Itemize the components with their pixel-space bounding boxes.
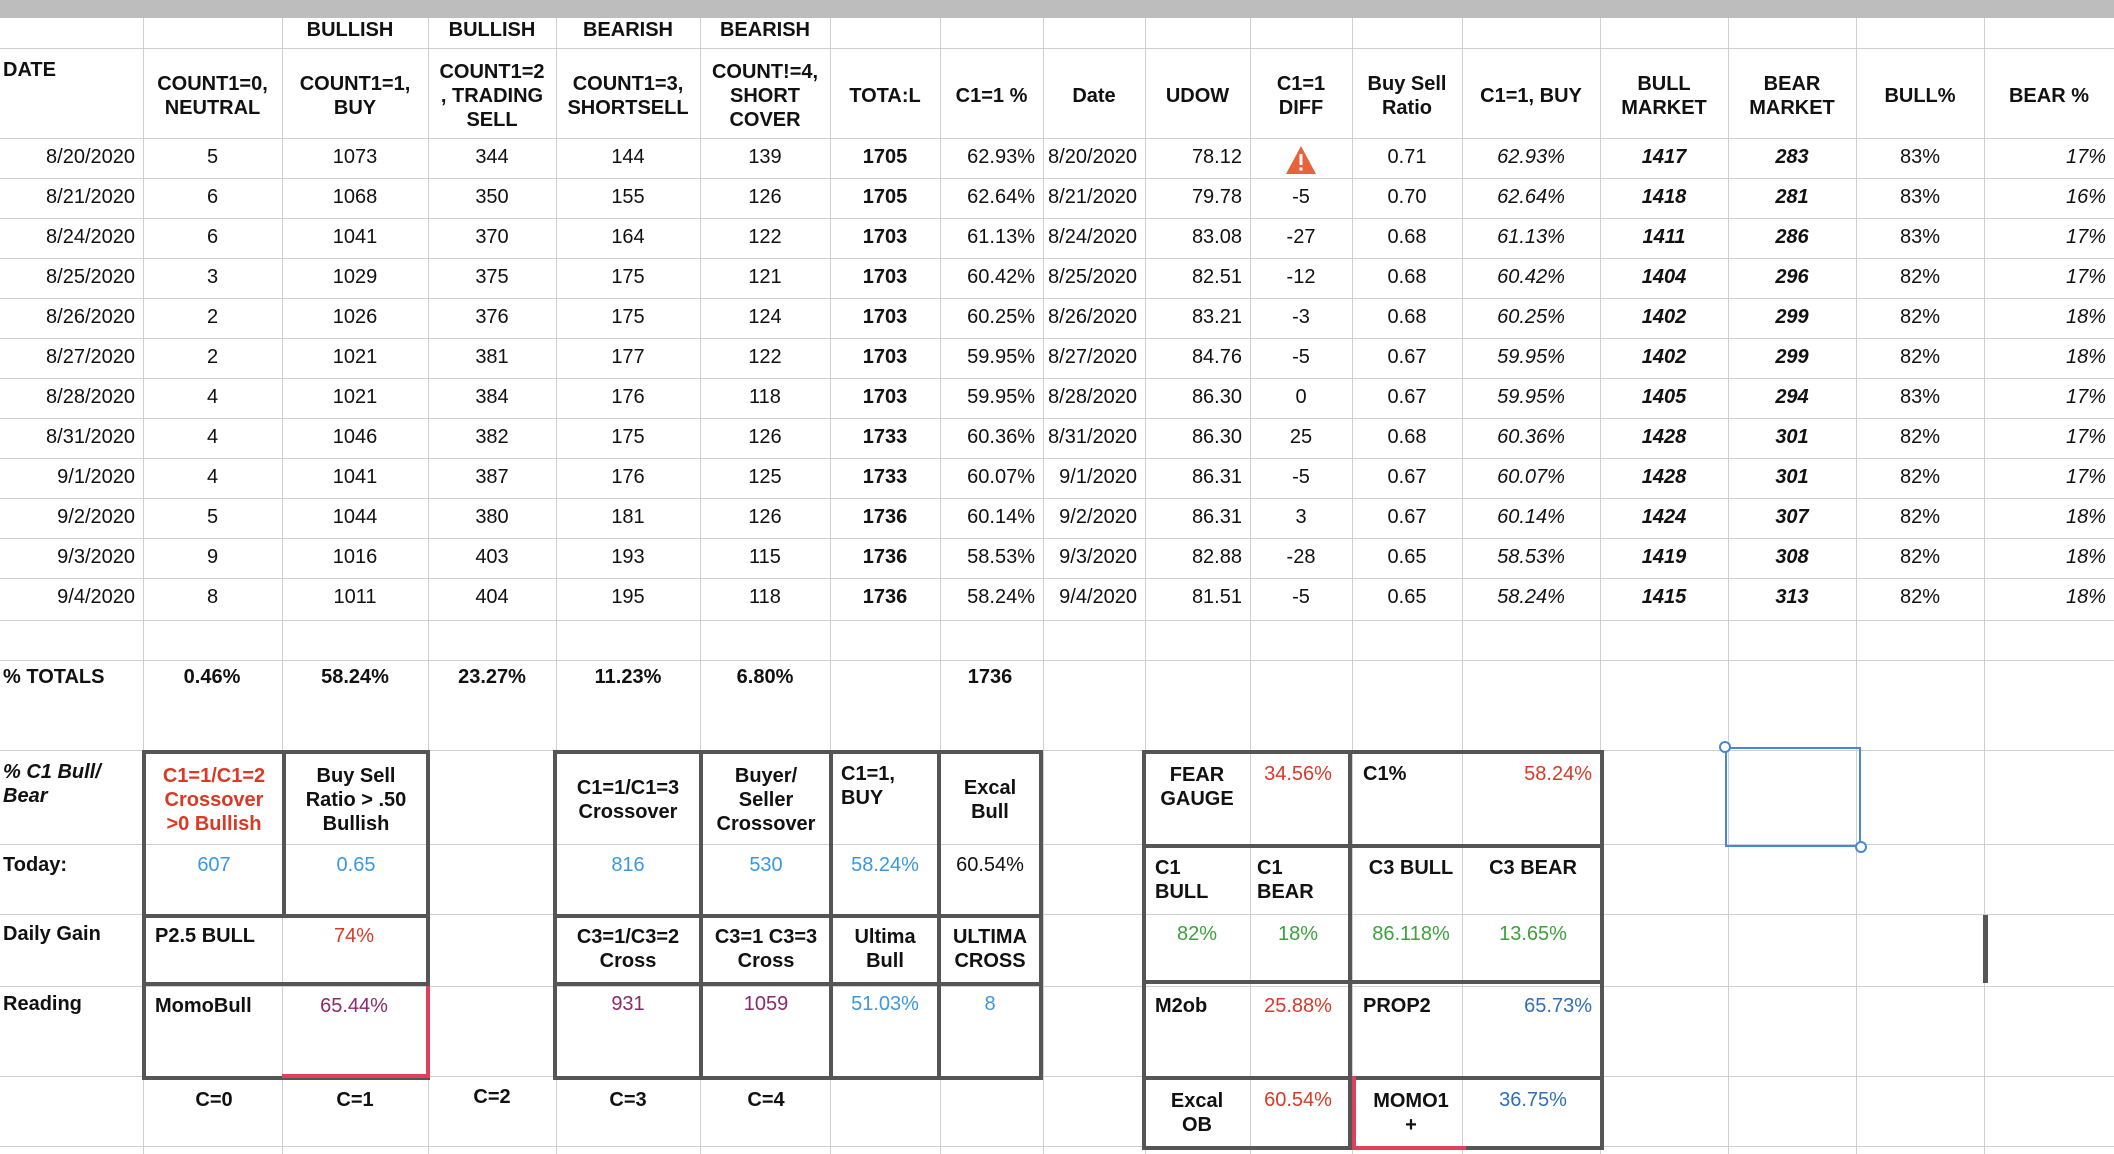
excal-bull-value[interactable]: 60.54%: [956, 854, 1024, 876]
cell-r7-count0[interactable]: 4: [206, 426, 219, 448]
cell-r11-total[interactable]: 1736: [862, 586, 908, 608]
cell-r7-bearpct[interactable]: 17%: [2065, 426, 2106, 448]
cell-r3-c1pct[interactable]: 60.42%: [967, 266, 1035, 288]
momo-underline: [282, 1074, 430, 1078]
cell-r5-count3[interactable]: 177: [611, 346, 645, 368]
cell-r4-count4[interactable]: 124: [748, 306, 782, 328]
cell-r4-c1pct[interactable]: 60.25%: [967, 306, 1035, 328]
cell-r8-bsratio[interactable]: 0.67: [1387, 466, 1427, 488]
c1-bull-value[interactable]: 82%: [1176, 923, 1218, 945]
cell-r8-c1diff[interactable]: -5: [1292, 466, 1310, 488]
cell-r11-udow[interactable]: 81.51: [1191, 586, 1242, 608]
cell-r0-c1buy[interactable]: 62.93%: [1497, 146, 1565, 168]
cell-r3-udow[interactable]: 82.51: [1191, 266, 1242, 288]
c1-bull-label: C1 BULL: [1155, 857, 1209, 903]
cell-r11-bear[interactable]: 313: [1775, 586, 1809, 608]
cell-selection[interactable]: [1725, 747, 1861, 847]
cell-r9-c1diff[interactable]: 3: [1295, 506, 1307, 528]
cell-r4-date[interactable]: 8/26/2020: [46, 306, 135, 328]
cell-r5-date[interactable]: 8/27/2020: [46, 346, 135, 368]
col-header-count3: COUNT1=3, SHORTSELL: [567, 73, 689, 119]
excal-ob-label: Excal OB: [1170, 1090, 1224, 1136]
cell-r9-count0[interactable]: 5: [206, 506, 219, 528]
col-header-bull: BULL MARKET: [1621, 73, 1707, 119]
cell-r11-c1pct[interactable]: 58.24%: [967, 586, 1035, 608]
ultima-bull-value[interactable]: 51.03%: [851, 993, 919, 1015]
cell-r8-count0[interactable]: 4: [206, 466, 219, 488]
c3-label: C=3: [609, 1089, 647, 1111]
cell-r6-bullpct[interactable]: 83%: [1899, 386, 1941, 408]
momo-bull-value[interactable]: 65.44%: [320, 995, 388, 1017]
cell-r8-date[interactable]: 9/1/2020: [57, 466, 135, 488]
cell-r7-count2[interactable]: 382: [475, 426, 509, 448]
cell-r10-bearpct[interactable]: 18%: [2065, 546, 2106, 568]
cell-r6-count1[interactable]: 1021: [332, 386, 378, 408]
totals-label: % TOTALS: [3, 666, 105, 688]
excal-ob-value[interactable]: 60.54%: [1264, 1089, 1332, 1111]
cell-r5-udow[interactable]: 84.76: [1191, 346, 1242, 368]
total-all[interactable]: 1736: [967, 666, 1013, 688]
cell-r5-c1diff[interactable]: -5: [1292, 346, 1310, 368]
cell-r1-c1buy[interactable]: 62.64%: [1497, 186, 1565, 208]
cell-r8-bearpct[interactable]: 17%: [2065, 466, 2106, 488]
c33-cross-label: C3=1 C3=3 Cross: [714, 926, 818, 972]
cell-r4-count2[interactable]: 376: [475, 306, 509, 328]
momo1-label: MOMO1 +: [1373, 1090, 1449, 1136]
cell-r7-date2[interactable]: 8/31/2020: [1048, 426, 1137, 448]
cell-r11-date2[interactable]: 9/4/2020: [1059, 586, 1137, 608]
cell-r6-bsratio[interactable]: 0.67: [1387, 386, 1427, 408]
cell-r4-count1[interactable]: 1026: [332, 306, 378, 328]
cell-r10-bull[interactable]: 1419: [1641, 546, 1687, 568]
cell-r2-bearpct[interactable]: 17%: [2065, 226, 2106, 248]
c1-pct-label: C1%: [1363, 763, 1407, 785]
cell-r7-count1[interactable]: 1046: [332, 426, 378, 448]
crossover-label: C1=1/C1=2 Crossover >0 Bullish: [162, 765, 266, 835]
cell-r11-date[interactable]: 9/4/2020: [57, 586, 135, 608]
cell-r11-c1diff[interactable]: -5: [1292, 586, 1310, 608]
cell-r4-bullpct[interactable]: 82%: [1899, 306, 1941, 328]
cell-r6-count3[interactable]: 176: [611, 386, 645, 408]
group-header-bullish-2: BULLISH: [448, 19, 536, 41]
cell-r7-bullpct[interactable]: 82%: [1899, 426, 1941, 448]
group-header-bearish-1: BEARISH: [582, 19, 673, 41]
column-header-bar: [0, 0, 2114, 18]
cell-r4-bearpct[interactable]: 18%: [2065, 306, 2106, 328]
cell-r2-bsratio[interactable]: 0.68: [1387, 226, 1427, 248]
c3-bear-value[interactable]: 13.65%: [1499, 923, 1567, 945]
crossover-value[interactable]: 607: [197, 854, 231, 876]
cell-r9-bull[interactable]: 1424: [1641, 506, 1687, 528]
m2ob-value[interactable]: 25.88%: [1264, 995, 1332, 1017]
c3-bear-label: C3 BEAR: [1489, 857, 1577, 879]
selection-handle-bottom-right[interactable]: [1855, 841, 1867, 853]
ultima-cross-value[interactable]: 8: [984, 993, 996, 1015]
cell-r9-bearpct[interactable]: 18%: [2065, 506, 2106, 528]
cell-r9-bear[interactable]: 307: [1775, 506, 1809, 528]
daily-gain-label: Daily Gain: [3, 923, 101, 945]
c3-bull-label: C3 BULL: [1368, 857, 1454, 879]
c31-cross-label: C3=1/C3=2 Cross: [576, 926, 680, 972]
cell-r7-count3[interactable]: 175: [611, 426, 645, 448]
cell-r7-c1pct[interactable]: 60.36%: [967, 426, 1035, 448]
cell-r2-c1buy[interactable]: 61.13%: [1497, 226, 1565, 248]
total-count0[interactable]: 0.46%: [183, 666, 241, 688]
cell-r2-count3[interactable]: 164: [611, 226, 645, 248]
col-header-udow: UDOW: [1165, 85, 1230, 107]
cell-r6-bearpct[interactable]: 17%: [2065, 386, 2106, 408]
cell-r8-c1pct[interactable]: 60.07%: [967, 466, 1035, 488]
cell-r10-bsratio[interactable]: 0.65: [1387, 546, 1427, 568]
col-header-date2: Date: [1072, 85, 1116, 107]
group-header-bullish-1: BULLISH: [306, 19, 394, 41]
cell-r5-bull[interactable]: 1402: [1641, 346, 1687, 368]
col-header-date: DATE: [3, 59, 56, 81]
cell-r1-bullpct[interactable]: 83%: [1899, 186, 1941, 208]
cell-r6-udow[interactable]: 86.30: [1191, 386, 1242, 408]
cell-r5-count0[interactable]: 2: [206, 346, 219, 368]
cell-r6-total[interactable]: 1703: [862, 386, 908, 408]
c0-label: C=0: [195, 1089, 233, 1111]
cell-r3-bull[interactable]: 1404: [1641, 266, 1687, 288]
cell-r0-date2[interactable]: 8/20/2020: [1048, 146, 1137, 168]
today-label: Today:: [3, 854, 68, 876]
cell-r7-udow[interactable]: 86.30: [1191, 426, 1242, 448]
cell-r11-bull[interactable]: 1415: [1641, 586, 1687, 608]
cell-r5-bearpct[interactable]: 18%: [2065, 346, 2106, 368]
fear-gauge-label: FEAR GAUGE: [1160, 764, 1234, 810]
cell-r7-date[interactable]: 8/31/2020: [46, 426, 135, 448]
cell-r7-bsratio[interactable]: 0.68: [1387, 426, 1427, 448]
cell-r3-date[interactable]: 8/25/2020: [46, 266, 135, 288]
cell-r0-udow[interactable]: 78.12: [1191, 146, 1242, 168]
cell-r7-count4[interactable]: 126: [748, 426, 782, 448]
cell-r9-count2[interactable]: 380: [475, 506, 509, 528]
momo1-value[interactable]: 36.75%: [1499, 1089, 1567, 1111]
cell-r9-count1[interactable]: 1044: [332, 506, 378, 528]
buyer-seller-label: Buyer/ Seller Crossover: [716, 765, 816, 835]
cell-r11-count3[interactable]: 195: [611, 586, 645, 608]
cell-r8-udow[interactable]: 86.31: [1191, 466, 1242, 488]
p25-bull-label: P2.5 BULL: [155, 925, 256, 947]
cell-r2-count1[interactable]: 1041: [332, 226, 378, 248]
cell-r0-count2[interactable]: 344: [475, 146, 509, 168]
cell-r4-udow[interactable]: 83.21: [1191, 306, 1242, 328]
cell-r1-bull[interactable]: 1418: [1641, 186, 1687, 208]
total-count2[interactable]: 23.27%: [458, 666, 526, 688]
cell-r6-c1diff[interactable]: 0: [1295, 386, 1307, 408]
cell-r2-bull[interactable]: 1411: [1642, 226, 1686, 248]
cell-r8-total[interactable]: 1733: [862, 466, 908, 488]
cell-r3-count3[interactable]: 175: [611, 266, 645, 288]
cell-r3-bearpct[interactable]: 17%: [2065, 266, 2106, 288]
cell-r11-count4[interactable]: 118: [749, 586, 781, 608]
cell-r3-count1[interactable]: 1029: [332, 266, 378, 288]
cell-r3-bear[interactable]: 296: [1775, 266, 1809, 288]
cell-r9-count4[interactable]: 126: [748, 506, 782, 528]
cell-r9-c1pct[interactable]: 60.14%: [967, 506, 1035, 528]
cell-r9-count3[interactable]: 181: [611, 506, 645, 528]
cell-r3-count2[interactable]: 375: [475, 266, 509, 288]
cell-r10-total[interactable]: 1736: [862, 546, 908, 568]
cell-r11-bearpct[interactable]: 18%: [2065, 586, 2106, 608]
c1-buy-label: C1=1, BUY: [841, 763, 895, 809]
cell-r9-bullpct[interactable]: 82%: [1899, 506, 1941, 528]
cell-r7-bear[interactable]: 301: [1775, 426, 1809, 448]
cell-r2-udow[interactable]: 83.08: [1191, 226, 1242, 248]
col-header-count0: COUNT1=0, NEUTRAL: [157, 73, 268, 119]
cell-r2-bullpct[interactable]: 83%: [1899, 226, 1941, 248]
c1-bull-bear-label: % C1 Bull/ Bear: [3, 761, 101, 807]
reading-label: Reading: [3, 993, 82, 1015]
cell-r10-count3[interactable]: 193: [611, 546, 645, 568]
c13-crossover-label: C1=1/C1=3 Crossover: [576, 777, 680, 823]
cell-r10-udow[interactable]: 82.88: [1191, 546, 1242, 568]
cell-r6-c1pct[interactable]: 59.95%: [967, 386, 1035, 408]
cell-r1-c1diff[interactable]: -5: [1292, 186, 1310, 208]
cell-r8-c1buy[interactable]: 60.07%: [1497, 466, 1565, 488]
cell-r3-bullpct[interactable]: 82%: [1899, 266, 1941, 288]
col-header-bullpct: BULL%: [1884, 85, 1956, 107]
cell-r9-total[interactable]: 1736: [862, 506, 908, 528]
cell-r9-date2[interactable]: 9/2/2020: [1059, 506, 1137, 528]
cell-r10-bear[interactable]: 308: [1775, 546, 1809, 568]
cell-r9-udow[interactable]: 86.31: [1191, 506, 1242, 528]
cell-r4-total[interactable]: 1703: [862, 306, 908, 328]
cell-r4-count0[interactable]: 2: [206, 306, 219, 328]
col-header-c1diff: C1=1 DIFF: [1276, 73, 1326, 119]
cell-r0-bullpct[interactable]: 83%: [1899, 146, 1941, 168]
cell-r6-bear[interactable]: 294: [1775, 386, 1809, 408]
cell-r5-c1pct[interactable]: 59.95%: [967, 346, 1035, 368]
cell-r1-bearpct[interactable]: 16%: [2065, 186, 2106, 208]
momo-bull-label: MomoBull: [155, 995, 252, 1017]
cell-r11-bsratio[interactable]: 0.65: [1387, 586, 1427, 608]
c1-pct-value[interactable]: 58.24%: [1524, 763, 1592, 785]
m2ob-label: M2ob: [1155, 995, 1208, 1017]
cell-r8-count2[interactable]: 387: [475, 466, 509, 488]
fear-gauge-value[interactable]: 34.56%: [1264, 763, 1332, 785]
c2-label: C=2: [473, 1086, 511, 1108]
cell-r5-c1buy[interactable]: 59.95%: [1497, 346, 1565, 368]
total-count1[interactable]: 58.24%: [321, 666, 389, 688]
cell-r2-count2[interactable]: 370: [475, 226, 509, 248]
cell-r0-bsratio[interactable]: 0.71: [1387, 146, 1427, 168]
cell-r6-date2[interactable]: 8/28/2020: [1048, 386, 1137, 408]
group-header-bearish-2: BEARISH: [719, 19, 810, 41]
cell-r1-c1pct[interactable]: 62.64%: [967, 186, 1035, 208]
cell-r5-bear[interactable]: 299: [1775, 346, 1809, 368]
cell-r7-bull[interactable]: 1428: [1641, 426, 1687, 448]
cell-r6-count4[interactable]: 118: [749, 386, 781, 408]
cell-r8-bear[interactable]: 301: [1775, 466, 1809, 488]
cell-r3-count0[interactable]: 3: [206, 266, 219, 288]
cell-r4-count3[interactable]: 175: [611, 306, 645, 328]
prop2-value[interactable]: 65.73%: [1524, 995, 1592, 1017]
cell-r1-count0[interactable]: 6: [206, 186, 219, 208]
cell-r5-count1[interactable]: 1021: [332, 346, 378, 368]
cell-r5-count2[interactable]: 381: [475, 346, 509, 368]
cell-r0-count3[interactable]: 144: [611, 146, 645, 168]
cell-r10-c1pct[interactable]: 58.53%: [967, 546, 1035, 568]
selection-handle-top-left[interactable]: [1719, 741, 1731, 753]
cell-r8-count3[interactable]: 176: [611, 466, 645, 488]
col-header-bearpct: BEAR %: [2008, 85, 2089, 107]
c3-bull-value[interactable]: 86.118%: [1372, 923, 1450, 945]
cell-r10-date2[interactable]: 9/3/2020: [1059, 546, 1137, 568]
cell-r11-bullpct[interactable]: 82%: [1899, 586, 1941, 608]
cell-r9-date[interactable]: 9/2/2020: [57, 506, 135, 528]
cell-r11-count0[interactable]: 8: [206, 586, 219, 608]
ultima-cross-label: ULTIMA CROSS: [952, 926, 1028, 972]
cell-r0-date[interactable]: 8/20/2020: [46, 146, 135, 168]
c33-cross-value[interactable]: 1059: [743, 993, 789, 1015]
cell-r6-count0[interactable]: 4: [206, 386, 219, 408]
c4-label: C=4: [747, 1089, 785, 1111]
cell-r4-bull[interactable]: 1402: [1641, 306, 1687, 328]
c1-bear-label: C1 BEAR: [1257, 857, 1314, 903]
warning-triangle-icon[interactable]: [1250, 145, 1352, 175]
cell-r0-count0[interactable]: 5: [206, 146, 219, 168]
cell-r3-c1diff[interactable]: -12: [1286, 266, 1316, 288]
buyer-seller-value[interactable]: 530: [749, 854, 783, 876]
c1-bear-value[interactable]: 18%: [1277, 923, 1319, 945]
total-count3[interactable]: 11.23%: [594, 666, 662, 688]
col-header-c1buy: C1=1, BUY: [1480, 85, 1582, 107]
cell-r1-udow[interactable]: 79.78: [1191, 186, 1242, 208]
cell-r3-total[interactable]: 1703: [862, 266, 908, 288]
vertical-marker: [1983, 915, 1988, 983]
c1-buy-value[interactable]: 58.24%: [851, 854, 919, 876]
c31-cross-value[interactable]: 931: [611, 993, 645, 1015]
cell-r0-count4[interactable]: 139: [748, 146, 782, 168]
cell-r2-date[interactable]: 8/24/2020: [46, 226, 135, 248]
cell-r10-count4[interactable]: 115: [749, 546, 781, 568]
cell-r3-c1buy[interactable]: 60.42%: [1497, 266, 1565, 288]
cell-r0-bearpct[interactable]: 17%: [2065, 146, 2106, 168]
cell-r2-date2[interactable]: 8/24/2020: [1048, 226, 1137, 248]
cell-r10-c1diff[interactable]: -28: [1286, 546, 1316, 568]
cell-r10-c1buy[interactable]: 58.53%: [1497, 546, 1565, 568]
c13-crossover-value[interactable]: 816: [611, 854, 645, 876]
col-header-count4: COUNT!=4, SHORT COVER: [711, 61, 819, 131]
cell-r1-date[interactable]: 8/21/2020: [46, 186, 135, 208]
cell-r8-bull[interactable]: 1428: [1641, 466, 1687, 488]
cell-r1-total[interactable]: 1705: [862, 186, 908, 208]
cell-r8-count1[interactable]: 1041: [332, 466, 378, 488]
cell-r6-c1buy[interactable]: 59.95%: [1497, 386, 1565, 408]
cell-r7-c1diff[interactable]: 25: [1289, 426, 1313, 448]
cell-r8-date2[interactable]: 9/1/2020: [1059, 466, 1137, 488]
cell-r11-count2[interactable]: 404: [475, 586, 509, 608]
cell-r3-date2[interactable]: 8/25/2020: [1048, 266, 1137, 288]
bs-ratio-value[interactable]: 0.65: [336, 854, 376, 876]
cell-r1-count3[interactable]: 155: [611, 186, 645, 208]
cell-r4-c1diff[interactable]: -3: [1292, 306, 1310, 328]
cell-r11-c1buy[interactable]: 58.24%: [1497, 586, 1565, 608]
bs-ratio-label: Buy Sell Ratio > .50 Bullish: [305, 765, 407, 835]
cell-r6-bull[interactable]: 1405: [1641, 386, 1687, 408]
col-header-c1pct: C1=1 %: [955, 85, 1028, 107]
col-header-count2: COUNT1=2 , TRADING SELL: [439, 61, 545, 131]
cell-r1-count2[interactable]: 350: [475, 186, 509, 208]
total-count4[interactable]: 6.80%: [736, 666, 794, 688]
cell-r8-bullpct[interactable]: 82%: [1899, 466, 1941, 488]
cell-r1-date2[interactable]: 8/21/2020: [1048, 186, 1137, 208]
cell-r2-count4[interactable]: 122: [748, 226, 782, 248]
cell-r10-count2[interactable]: 403: [475, 546, 509, 568]
cell-r2-bear[interactable]: 286: [1775, 226, 1809, 248]
cell-r2-count0[interactable]: 6: [206, 226, 219, 248]
cell-r0-count1[interactable]: 1073: [332, 146, 378, 168]
cell-r11-count1[interactable]: 1011: [333, 586, 377, 608]
cell-r10-count1[interactable]: 1016: [332, 546, 378, 568]
col-header-count1: COUNT1=1, BUY: [299, 73, 411, 119]
ultima-bull-label: Ultima Bull: [854, 926, 916, 972]
cell-r3-count4[interactable]: 121: [748, 266, 782, 288]
cell-r6-date[interactable]: 8/28/2020: [46, 386, 135, 408]
cell-r5-count4[interactable]: 122: [748, 346, 782, 368]
cell-r0-c1pct[interactable]: 62.93%: [967, 146, 1035, 168]
cell-r3-bsratio[interactable]: 0.68: [1387, 266, 1427, 288]
cell-r6-count2[interactable]: 384: [475, 386, 509, 408]
cell-r5-bsratio[interactable]: 0.67: [1387, 346, 1427, 368]
cell-r10-count0[interactable]: 9: [206, 546, 219, 568]
cell-r2-total[interactable]: 1703: [862, 226, 908, 248]
cell-r9-bsratio[interactable]: 0.67: [1387, 506, 1427, 528]
cell-r2-c1diff[interactable]: -27: [1286, 226, 1316, 248]
cell-r0-bear[interactable]: 283: [1775, 146, 1809, 168]
cell-r1-count4[interactable]: 126: [748, 186, 782, 208]
cell-r5-total[interactable]: 1703: [862, 346, 908, 368]
cell-r7-c1buy[interactable]: 60.36%: [1497, 426, 1565, 448]
col-header-bsratio: Buy Sell Ratio: [1367, 73, 1447, 119]
cell-r7-total[interactable]: 1733: [862, 426, 908, 448]
excal-bull-label: Excal Bull: [963, 777, 1017, 823]
p25-bull-value[interactable]: 74%: [333, 925, 375, 947]
cell-r1-bsratio[interactable]: 0.70: [1387, 186, 1427, 208]
cell-r9-c1buy[interactable]: 60.14%: [1497, 506, 1565, 528]
cell-r4-c1buy[interactable]: 60.25%: [1497, 306, 1565, 328]
cell-r8-count4[interactable]: 125: [748, 466, 782, 488]
cell-r5-bullpct[interactable]: 82%: [1899, 346, 1941, 368]
cell-r1-count1[interactable]: 1068: [332, 186, 378, 208]
cell-r5-date2[interactable]: 8/27/2020: [1048, 346, 1137, 368]
prop2-label: PROP2: [1363, 995, 1431, 1017]
col-header-total: TOTA:L: [849, 85, 921, 107]
cell-r0-total[interactable]: 1705: [862, 146, 908, 168]
cell-r1-bear[interactable]: 281: [1775, 186, 1809, 208]
cell-r2-c1pct[interactable]: 61.13%: [967, 226, 1035, 248]
cell-r10-bullpct[interactable]: 82%: [1899, 546, 1941, 568]
cell-r4-bear[interactable]: 299: [1775, 306, 1809, 328]
cell-r0-bull[interactable]: 1417: [1641, 146, 1687, 168]
cell-r4-date2[interactable]: 8/26/2020: [1048, 306, 1137, 328]
momo1-underline: [1352, 1146, 1466, 1150]
cell-r10-date[interactable]: 9/3/2020: [57, 546, 135, 568]
momo-sidebar: [426, 986, 430, 1078]
col-header-bear: BEAR MARKET: [1749, 73, 1835, 119]
cell-r4-bsratio[interactable]: 0.68: [1387, 306, 1427, 328]
c1-label: C=1: [336, 1089, 374, 1111]
